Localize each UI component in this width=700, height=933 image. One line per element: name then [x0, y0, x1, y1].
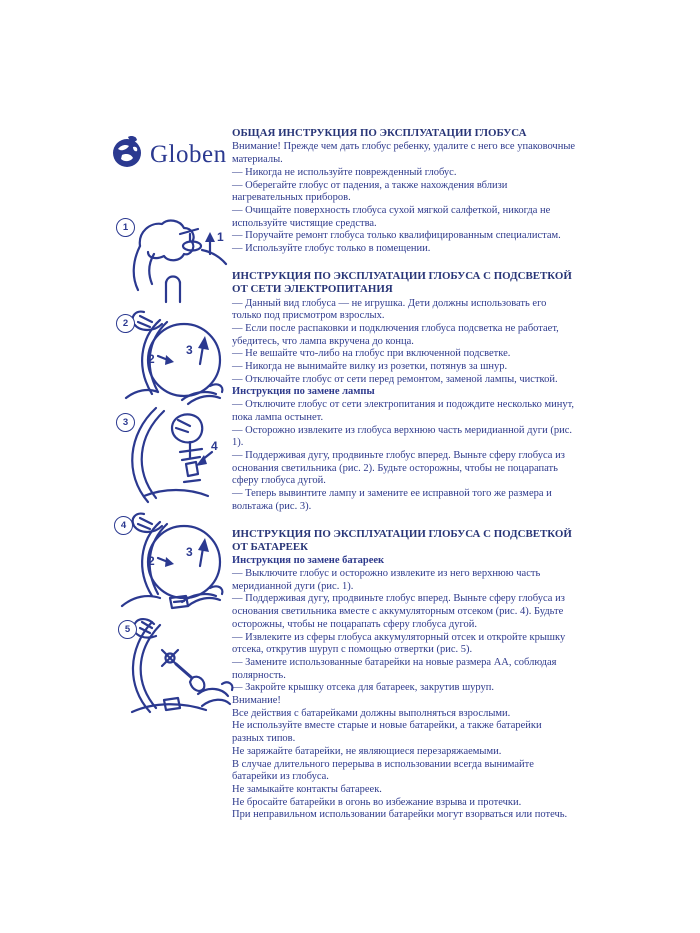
instruction-line: Внимание! [232, 695, 281, 707]
instruction-line: — Поручайте ремонт глобуса только квалифицированным специалистам. [232, 230, 561, 242]
figure-4 [108, 510, 232, 614]
figure-1-arrow-label: 1 [217, 230, 224, 244]
figure-5-number: 5 [118, 620, 137, 639]
figure-2-arrow-label-3: 3 [186, 343, 193, 357]
instruction-line: — Осторожно извлеките из глобуса верхнюю часть меридианной дуги (рис. 1). [232, 424, 572, 449]
subsection-title: Инструкция по замене батареек [232, 555, 385, 567]
instruction-line: — Используйте глобус только в помещении. [232, 243, 431, 255]
instruction-line: — Отключайте глобус от сети перед ремонтом, заменой лампы, чисткой. [232, 373, 558, 385]
figure-3-arrow-label-4: 4 [211, 439, 218, 453]
figure-3-number: 3 [116, 413, 135, 432]
instruction-line: — Закройте крышку отсека для батареек, закрутив шуруп. [232, 682, 495, 694]
figure-4-number: 4 [114, 516, 133, 535]
instruction-line: Не замыкайте контакты батареек. [232, 783, 382, 795]
section-title: ИНСТРУКЦИЯ ПО ЭКСПЛУАТАЦИИ ГЛОБУСА С ПОДСВЕТКОЙ ОТ БАТАРЕЕК [232, 527, 572, 553]
instruction-line: — Никогда не вынимайте вилку из розетки, потянув за шнур. [232, 361, 508, 373]
instruction-line: — Замените использованные батарейки на новые размера АА, соблюдая полярность. [232, 656, 557, 681]
instruction-line: В случае длительного перерыва в использовании всегда вынимайте батарейки из глобуса. [232, 758, 534, 783]
instruction-line: — Никогда не используйте поврежденный глобус. [232, 166, 457, 178]
section-title: ИНСТРУКЦИЯ ПО ЭКСПЛУАТАЦИИ ГЛОБУСА С ПОДСВЕТКОЙ ОТ СЕТИ ЭЛЕКТРОПИТАНИЯ [232, 269, 572, 296]
instruction-line: — Поддерживая дугу, продвиньте глобус вперед. Выньте сферу глобуса из основания светильника (рис. 2). Будьте осторожны, чтобы не поцарапать сферу глобуса дугой. [232, 449, 565, 487]
section-title: ОБЩАЯ ИНСТРУКЦИЯ ПО ЭКСПЛУАТАЦИИ ГЛОБУСА [232, 127, 527, 139]
figure-1-number: 1 [116, 218, 135, 237]
figure-3 [108, 402, 232, 510]
instruction-line: — Не вешайте что-либо на глобус при включенной подсветке. [232, 348, 511, 360]
instruction-line: Не используйте вместе старые и новые батарейки, а также батарейки разных типов. [232, 720, 542, 745]
figure-2 [108, 306, 232, 406]
instruction-line: — Если после распаковки и подключения глобуса подсветка не работает, убедитесь, что лампа вкручена до конца. [232, 322, 559, 347]
figure-4-arrow-label-3: 3 [186, 545, 193, 559]
instruction-line: Не заряжайте батарейки, не являющиеся перезаряжаемыми. [232, 745, 502, 757]
figure-2-arrow-label-2: 2 [148, 352, 155, 366]
instruction-line: — Поддерживая дугу, продвиньте глобус вперед. Выньте сферу глобуса из основания светильника вместе с аккумуляторным отсеком (рис. 4). Будьте осторожны, чтобы не поцарапать сферу глобуса дугой. [232, 593, 565, 630]
subsection-title: Инструкция по замене лампы [232, 386, 375, 398]
instruction-line: — Очищайте поверхность глобуса сухой мягкой салфеткой, никогда не используйте чистящие средства. [232, 204, 551, 229]
instruction-text-column [232, 127, 576, 822]
instruction-line: — Отключите глобус от сети электропитания и подождите несколько минут, пока лампа остынет. [232, 399, 575, 423]
instruction-line: Внимание! Прежде чем дать глобус ребенку, удалите с него все упаковочные материалы. [232, 141, 576, 166]
instruction-line: — Выключите глобус и осторожно извлеките из него верхнюю часть меридианной дуги (рис. 1). [232, 568, 541, 592]
brand-logo [110, 135, 227, 174]
brand-name: Globen [150, 140, 227, 168]
figure-4-arrow-label-2: 2 [148, 554, 155, 568]
instruction-line: — Оберегайте глобус от падения, а также нахождения вблизи нагревательных приборов. [232, 179, 508, 204]
instruction-line: Все действия с батарейками должны выполняться взрослыми. [232, 707, 511, 719]
instruction-line: Не бросайте батарейки в огонь во избежание взрыва и протечки. [232, 796, 522, 808]
instruction-line: При неправильном использовании батарейки могут взорваться или потечь. [232, 809, 568, 821]
figure-2-number: 2 [116, 314, 135, 333]
instruction-line: — Извлеките из сферы глобуса аккумуляторный отсек и откройте крышку отсека, открутив шуруп с помощью отвертки (рис. 5). [232, 631, 566, 656]
instruction-line: — Данный вид глобуса — не игрушка. Дети должны использовать его только под присмотром взрослых. [232, 297, 547, 322]
figure-1 [108, 212, 232, 308]
instruction-line: — Теперь вывинтите лампу и замените ее исправной того же размера и вольтажа (рис. 3). [232, 488, 552, 512]
figure-5 [108, 610, 238, 722]
globe-icon [110, 135, 146, 174]
